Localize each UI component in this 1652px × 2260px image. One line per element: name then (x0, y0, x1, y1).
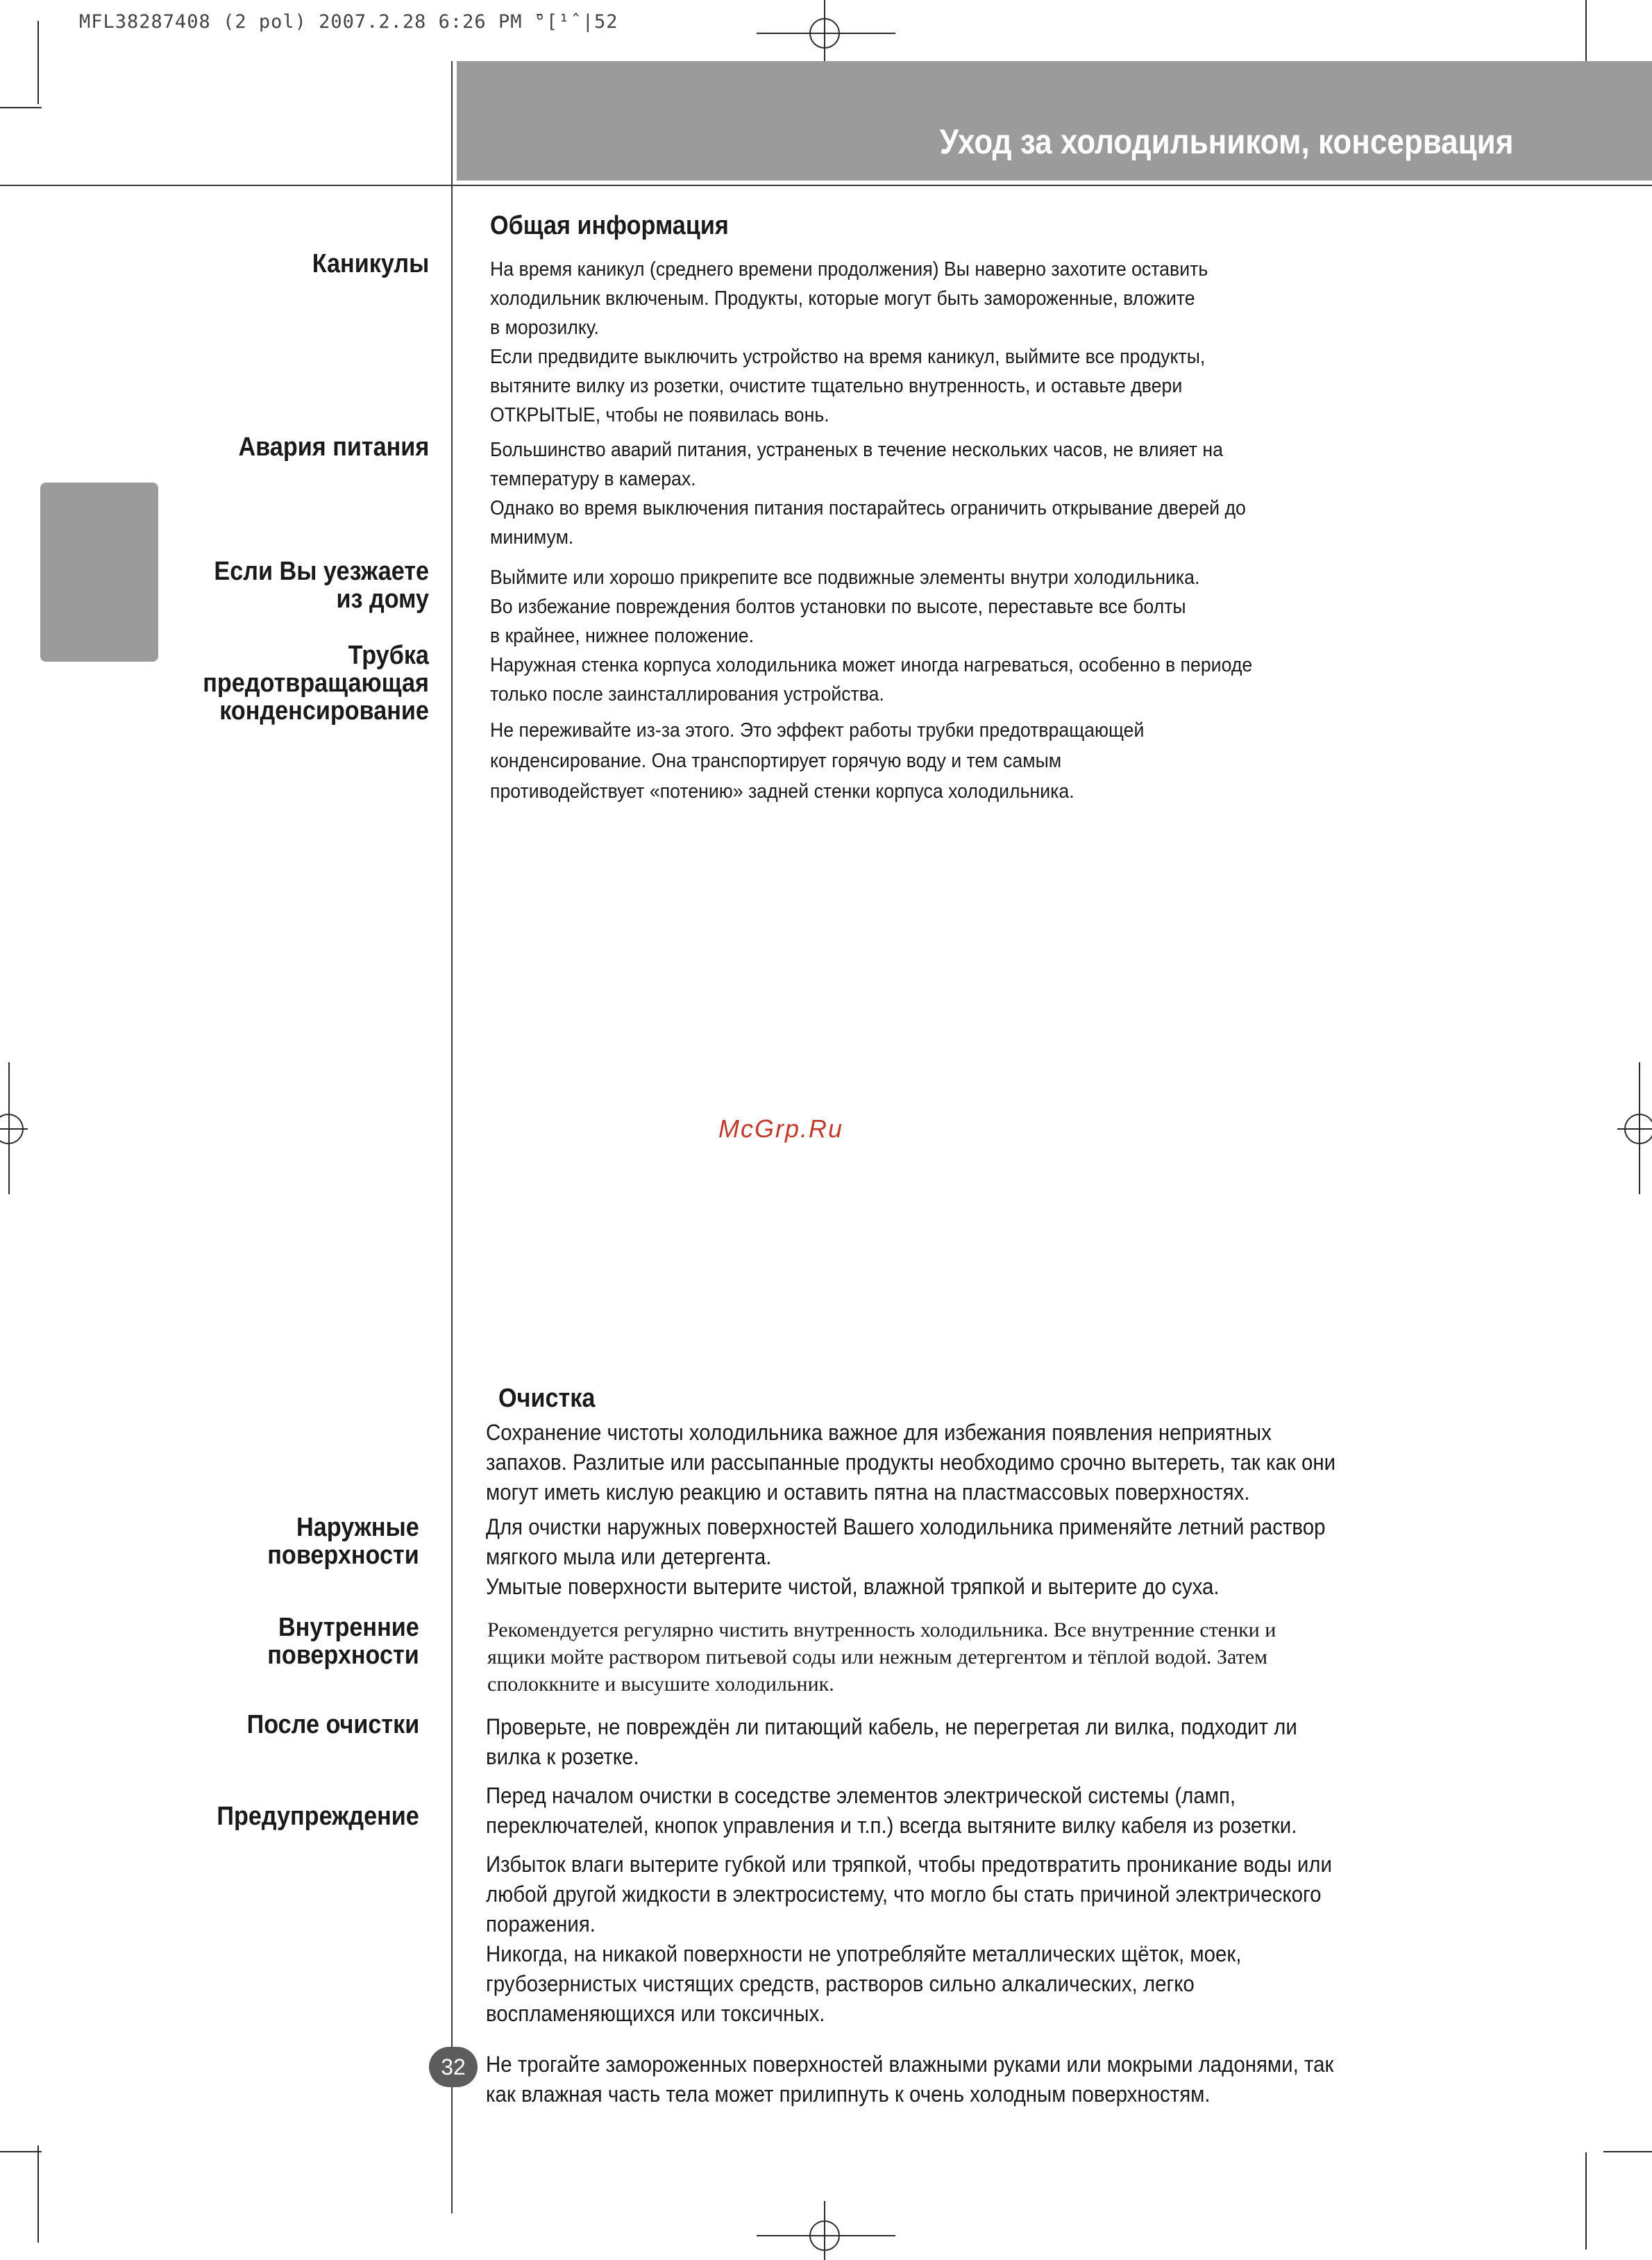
paragraph (486, 1712, 1297, 1772)
side-label (312, 250, 429, 278)
paragraph-line: Сохранение чистоты холодильника важное для избежания появления неприятных (486, 1420, 1272, 1445)
paragraph (486, 1512, 1325, 1602)
side-label-line: Внутренние (278, 1613, 419, 1642)
paragraph-line: Перед началом очистки в соседстве элементов электрической системы (ламп, (486, 1783, 1236, 1808)
crop-mark (1603, 2151, 1652, 2152)
watermark-link[interactable]: McGrp.Ru (718, 1114, 844, 1143)
side-label-line: Авария питания (238, 433, 429, 462)
paragraph-line: температуру в камерах. (490, 468, 696, 490)
paragraph-line: Избыток влаги вытерите губкой или тряпкой, чтобы предотвратить проникание воды или (486, 1852, 1332, 1877)
crop-mark (37, 2145, 39, 2243)
paragraph (490, 255, 1208, 430)
paragraph-line: только после заинсталлирования устройства. (490, 683, 884, 705)
paragraph-line: Для очистки наружных поверхностей Вашего холодильника применяйте летний раствор (486, 1514, 1326, 1539)
paragraph-line: могут иметь кислую реакцию и оставить пятна на пластмассовых поверхностях. (486, 1480, 1250, 1505)
paragraph-line: Выймите или хорошо прикрепите все подвижные элементы внутри холодильника. (490, 567, 1200, 589)
paragraph-line: воспламеняющихся или токсичных. (486, 2001, 825, 2026)
paragraph-line: в крайнее, нижнее положение. (490, 625, 755, 647)
paragraph (487, 1616, 1276, 1698)
paragraph-line: вытяните вилку из розетки, очистите тщательно внутренность, и оставьте двери (490, 375, 1183, 397)
registration-mark (757, 33, 895, 34)
paragraph (486, 2050, 1333, 2109)
crop-mark (1585, 2152, 1587, 2250)
paragraph-line: как влажная часть тела может прилипнуть к очень холодным поверхностям. (486, 2082, 1211, 2107)
page-title: Уход за холодильником, консервация (939, 122, 1513, 161)
paragraph-line: минимум. (490, 526, 574, 549)
header-rule (0, 185, 1652, 186)
paragraph-line: Не трогайте замороженных поверхностей влажными руками или мокрыми ладонями, так (486, 2052, 1334, 2077)
crop-mark (0, 2151, 42, 2152)
side-label (246, 1711, 419, 1739)
paragraph (486, 1418, 1335, 1507)
registration-mark (824, 2201, 825, 2260)
crop-mark (37, 21, 39, 104)
side-label-line: из дому (336, 585, 429, 614)
paragraph (486, 1850, 1332, 2029)
registration-mark (1617, 1128, 1652, 1130)
paragraph-line: Большинство аварий питания, устраненых в течение нескольких часов, не влияет на (490, 439, 1223, 461)
crop-mark (0, 107, 42, 108)
section-heading: Общая информация (490, 211, 729, 240)
paragraph (490, 651, 1252, 709)
paragraph-line: Проверьте, не повреждён ли питающий кабель, не перегретая ли вилка, подходит ли (486, 1714, 1297, 1739)
paragraph (486, 1781, 1297, 1841)
side-label-line: После очистки (246, 1710, 419, 1739)
side-label-line: Каникулы (312, 249, 429, 278)
paragraph-line: грубозернистых чистящих средств, растворов сильно алкалических, легко (486, 1971, 1195, 1996)
side-label (238, 433, 429, 461)
paragraph-line: Однако во время выключения питания постарайтесь ограничить открывание дверей до (490, 497, 1246, 519)
side-label (267, 1514, 419, 1569)
side-label-line: Если Вы уезжаете (214, 557, 429, 586)
side-label-line: Предупреждение (217, 1802, 419, 1831)
paragraph-line: мягкого мыла или детергента. (486, 1544, 772, 1569)
side-label (267, 1614, 419, 1669)
paragraph-line: поражения. (486, 1911, 596, 1936)
paragraph (490, 563, 1199, 651)
side-label-line: поверхности (267, 1641, 419, 1670)
paragraph-line: ОТКРЫТЫЕ, чтобы не появилась вонь. (490, 404, 829, 426)
paragraph-line: любой другой жидкости в электросистему, что могло бы стать причиной электрического (486, 1882, 1322, 1907)
paragraph-line: вилка к розетке. (486, 1744, 639, 1769)
paragraph-line: переключателей, кнопок управления и т.п.) всегда вытяните вилку кабеля из розетки. (486, 1813, 1297, 1838)
print-info: MFL38287408 (2 pol) 2007.2.28 6:26 PM ̄°[¹ˆ|52 (79, 11, 618, 33)
registration-mark (824, 0, 825, 61)
paragraph-line: На время каникул (среднего времени продолжения) Вы наверно захотите оставить (490, 258, 1208, 281)
paragraph-line: Рекомендуется регулярно чистить внутренность холодильника. Все внутренние стенки и (487, 1618, 1276, 1641)
side-label-line: Наружные (296, 1513, 419, 1542)
side-label (217, 1802, 419, 1830)
registration-mark (757, 2235, 895, 2236)
paragraph (490, 715, 1144, 807)
side-label-line: предотвращающая (203, 669, 429, 698)
paragraph-line: ящики мойте раствором питьевой соды или нежным детергентом и тёплой водой. Затем (487, 1646, 1268, 1668)
side-label (203, 642, 429, 725)
side-label (214, 558, 429, 613)
paragraph-line: конденсирование. Она транспортирует горячую воду и тем самым (490, 750, 1062, 772)
section-heading: Очистка (498, 1384, 596, 1413)
paragraph-line: Во избежание повреждения болтов установки по высоте, переставьте все болты (490, 596, 1186, 618)
side-label-line: Трубка (348, 641, 429, 670)
section-tab (40, 483, 158, 662)
side-label-line: конденсирование (219, 696, 429, 726)
paragraph (490, 435, 1246, 552)
paragraph-line: сполоккните и высушите холодильник. (487, 1673, 834, 1696)
paragraph-line: противодействует «потению» задней стенки корпуса холодильника. (490, 780, 1074, 803)
registration-mark (0, 1128, 28, 1130)
column-divider (451, 61, 453, 2213)
paragraph-line: Если предвидите выключить устройство на время каникул, выймите все продукты, (490, 346, 1206, 368)
paragraph-line: запахов. Разлитые или рассыпанные продукты необходимо срочно вытереть, так как они (486, 1450, 1336, 1475)
header-band (457, 61, 1652, 181)
page-number: 32 (429, 2047, 478, 2087)
paragraph-line: Умытые поверхности вытерите чистой, влажной тряпкой и вытерите до суха. (486, 1574, 1220, 1599)
paragraph-line: Наружная стенка корпуса холодильника может иногда нагреваться, особенно в периоде (490, 654, 1253, 676)
side-label-line: поверхности (267, 1541, 419, 1570)
paragraph-line: Никогда, на никакой поверхности не употребляйте металлических щёток, моек, (486, 1941, 1242, 1966)
paragraph-line: холодильник включеным. Продукты, которые могут быть замороженные, вложите (490, 287, 1195, 310)
paragraph-line: в морозилку. (490, 317, 599, 339)
paragraph-line: Не переживайте из-за этого. Это эффект работы трубки предотвращающей (490, 719, 1145, 742)
